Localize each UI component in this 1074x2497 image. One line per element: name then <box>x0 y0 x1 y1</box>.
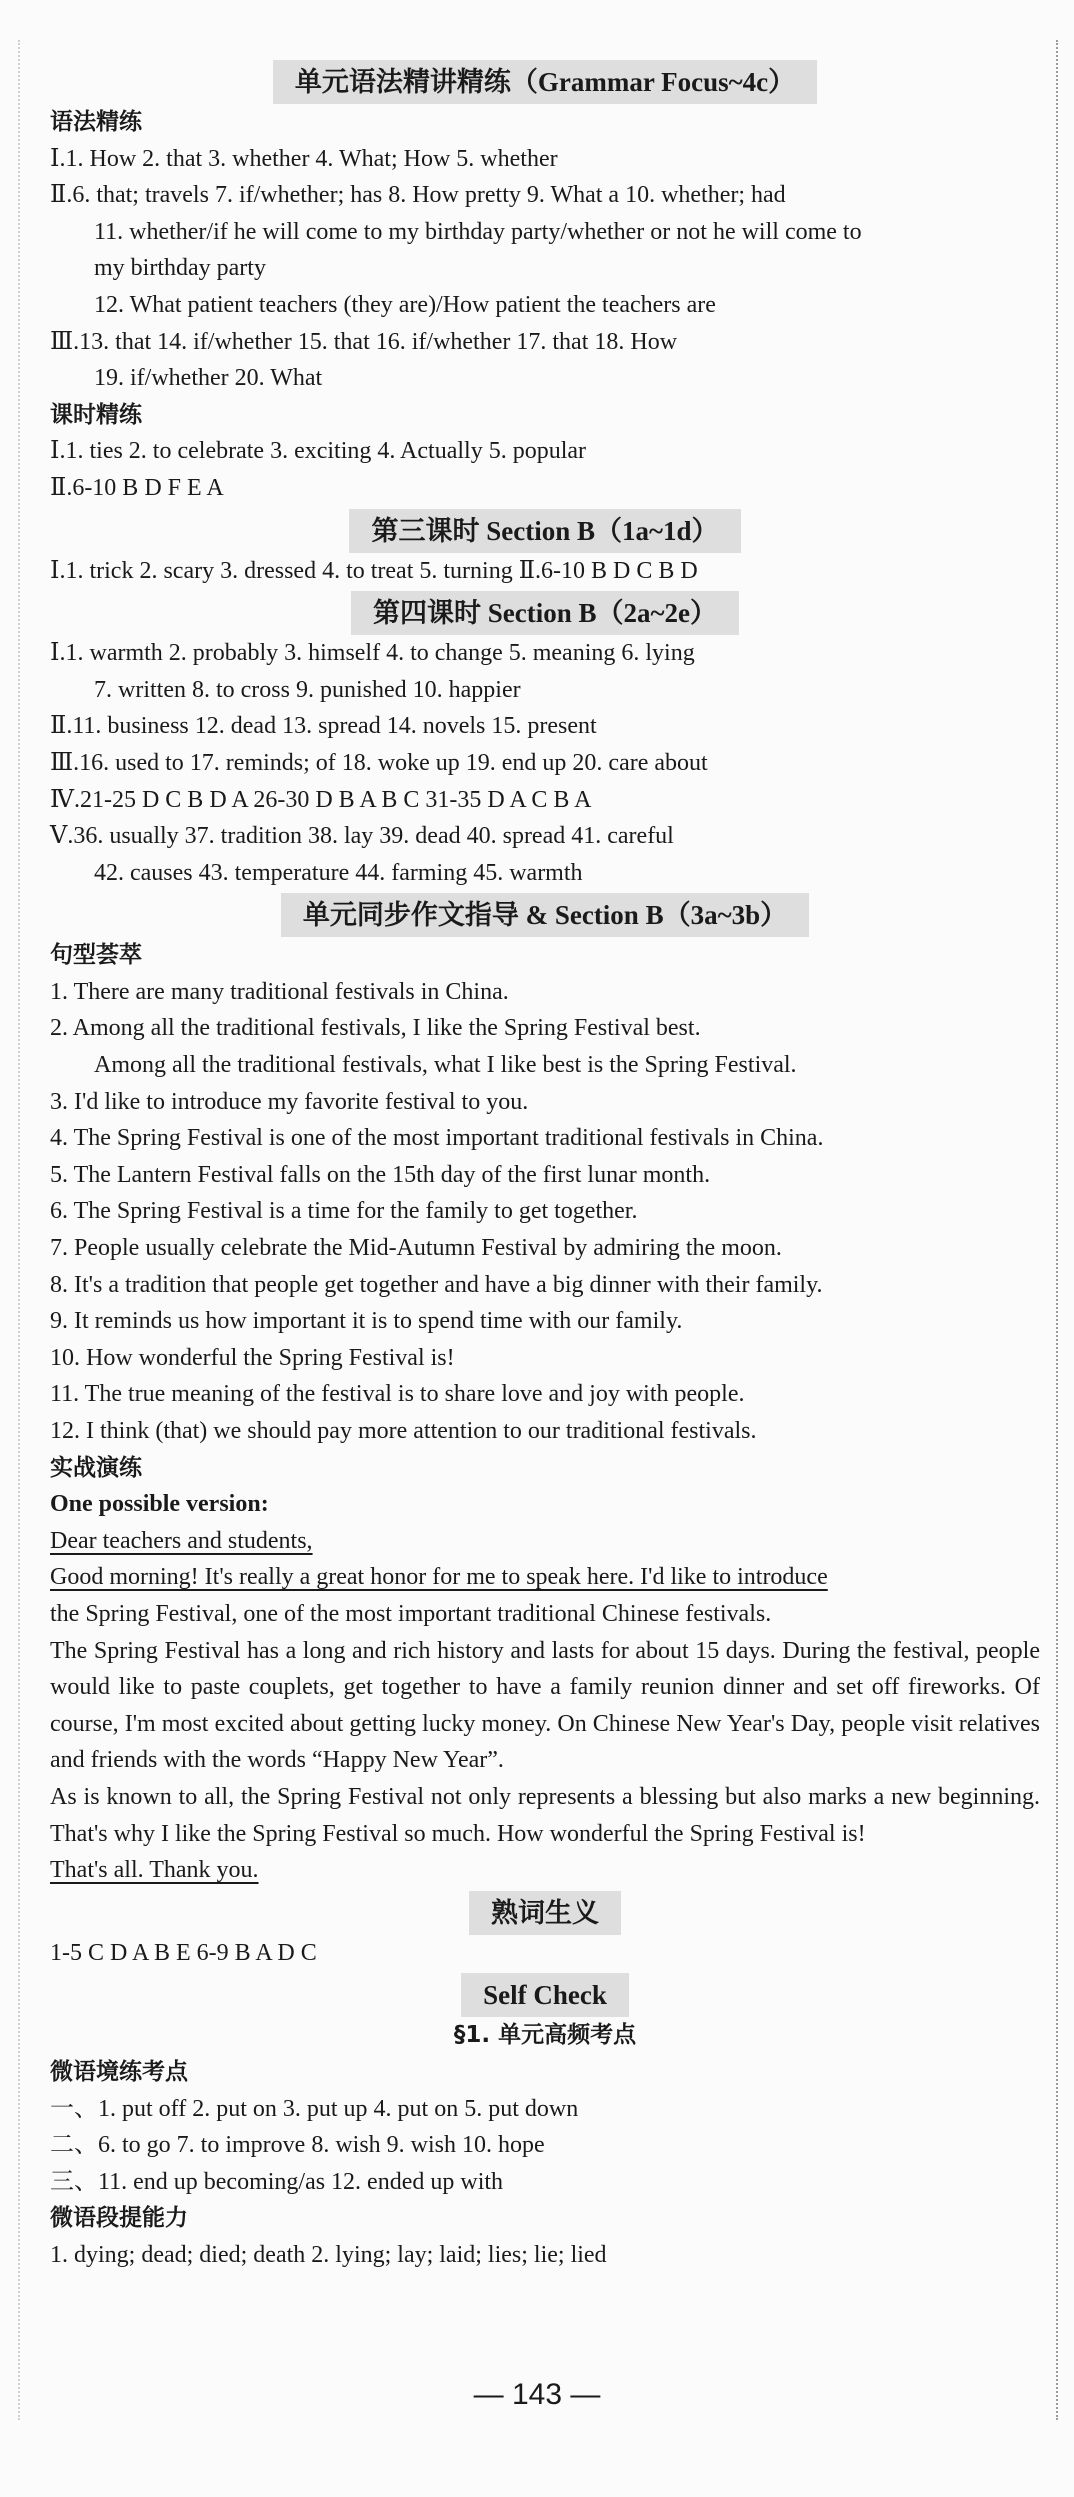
answer-line: 二、6. to go 7. to improve 8. wish 9. wish 10. hope <box>50 2132 545 2159</box>
right-dotted-border <box>1056 40 1058 2420</box>
sentence-item: 4. The Spring Festival is one of the most important traditional festivals in China. <box>50 1125 824 1152</box>
section-header-writing: 单元同步作文指导 & Section B（3a~3b） <box>50 893 1040 937</box>
sentence-item: 5. The Lantern Festival falls on the 15th day of the first lunar month. <box>50 1161 711 1188</box>
sentence-item: 1. There are many traditional festivals in China. <box>50 978 509 1005</box>
subheading-high-frequency: §1. 单元高频考点 <box>453 2022 637 2049</box>
answer-line: Ⅲ.13. that 14. if/whether 15. that 16. if/whether 17. that 18. How <box>50 328 678 355</box>
answer-line: Ⅱ.6. that; travels 7. if/whether; has 8. How pretty 9. What a 10. whether; had <box>50 182 786 209</box>
answer-line: Ⅴ.36. usually 37. tradition 38. lay 39. dead 40. spread 41. careful <box>50 823 674 850</box>
section-header-section-b-2: 第四课时 Section B（2a~2e） <box>50 591 1040 635</box>
sentence-item: Among all the traditional festivals, what I like best is the Spring Festival. <box>94 1052 797 1079</box>
answer-line: 19. if/whether 20. What <box>94 365 323 392</box>
answer-line: Ⅰ.1. warmth 2. probably 3. himself 4. to change 5. meaning 6. lying <box>50 640 695 667</box>
sentence-item: 8. It's a tradition that people get together and have a big dinner with their family. <box>50 1271 823 1298</box>
sentence-item: 11. The true meaning of the festival is to share love and joy with people. <box>50 1381 745 1408</box>
answer-line: 1. dying; dead; died; death 2. lying; lay; laid; lies; lie; lied <box>50 2241 607 2268</box>
answer-line: Ⅱ.11. business 12. dead 13. spread 14. novels 15. present <box>50 713 597 740</box>
sentence-item: 7. People usually celebrate the Mid-Autumn Festival by admiring the moon. <box>50 1235 782 1262</box>
subheading-sentence-patterns: 句型荟萃 <box>50 942 142 969</box>
answer-line: 11. whether/if he will come to my birthday party/whether or not he will come to <box>94 218 862 245</box>
section-header-grammar: 单元语法精讲精练（Grammar Focus~4c） <box>50 60 1040 104</box>
answer-line: my birthday party <box>94 255 266 282</box>
answer-line: Ⅰ.1. How 2. that 3. whether 4. What; How 5. whether <box>50 145 558 172</box>
subheading-practice: 实战演练 <box>50 1454 142 1481</box>
sentence-item: 10. How wonderful the Spring Festival is! <box>50 1344 455 1371</box>
answer-line: 7. written 8. to cross 9. punished 10. happier <box>94 676 521 703</box>
essay-paragraph-1b: the Spring Festival, one of the most important traditional Chinese festivals. <box>50 1600 772 1627</box>
subheading-micro-paragraph: 微语段提能力 <box>50 2205 188 2232</box>
content-column <box>50 58 1040 2273</box>
answer-line: Ⅲ.16. used to 17. reminds; of 18. woke up 19. end up 20. care about <box>50 749 708 776</box>
answer-line: 一、1. put off 2. put on 3. put up 4. put on 5. put down <box>50 2095 579 2122</box>
essay-paragraph-1a: Good morning! It's really a great honor for me to speak here. I'd like to introduce <box>50 1564 828 1591</box>
answer-line: 1-5 C D A B E 6-9 B A D C <box>50 1939 317 1966</box>
essay-greeting: Dear teachers and students, <box>50 1527 313 1554</box>
section-header-self-check: Self Check <box>50 1973 1040 2017</box>
page-number: — 143 — <box>473 2378 601 2411</box>
essay-closing: That's all. Thank you. <box>50 1857 259 1884</box>
section-header-section-b-1: 第三课时 Section B（1a~1d） <box>50 509 1040 553</box>
sentence-item: 9. It reminds us how important it is to spend time with our family. <box>50 1308 683 1335</box>
sentence-item: 12. I think (that) we should pay more attention to our traditional festivals. <box>50 1418 757 1444</box>
sentence-item: 6. The Spring Festival is a time for the family to get together. <box>50 1198 638 1225</box>
left-dotted-border <box>18 40 20 2420</box>
answer-line: Ⅱ.6-10 B D F E A <box>50 474 224 501</box>
answer-line: 三、11. end up becoming/as 12. ended up with <box>50 2168 504 2195</box>
answer-line: 42. causes 43. temperature 44. farming 45. warmth <box>94 859 583 886</box>
answer-line: Ⅰ.1. trick 2. scary 3. dressed 4. to treat 5. turning Ⅱ.6-10 B D C B D <box>50 557 698 584</box>
answer-line: 12. What patient teachers (they are)/How patient the teachers are <box>94 291 716 318</box>
section-header-word-meanings: 熟词生义 <box>50 1891 1040 1935</box>
essay-version-label: One possible version: <box>50 1491 269 1518</box>
sentence-item: 2. Among all the traditional festivals, I like the Spring Festival best. <box>50 1015 701 1042</box>
subheading-grammar-practice: 语法精练 <box>50 109 142 135</box>
answer-line: Ⅰ.1. ties 2. to celebrate 3. exciting 4. Actually 5. popular <box>50 438 587 465</box>
sentence-item: 3. I'd like to introduce my favorite festival to you. <box>50 1088 529 1115</box>
answer-line: Ⅳ.21-25 D C B D A 26-30 D B A B C 31-35 D A C B A <box>50 786 592 813</box>
essay-paragraph-2: The Spring Festival has a long and rich history and lasts for about 15 days. During the festival, people would like to paste couplets, get together to have a family reunion dinner and set off fireworks. Of course, I'm most excited about getting lucky money. On Chinese New Year's Day, people visit relatives and friends with the words “Happy New Year”. <box>50 1637 1040 1774</box>
essay-paragraph-3: As is known to all, the Spring Festival not only represents a blessing but also marks a new beginning. That's why I like the Spring Festival so much. How wonderful the Spring Festival is! <box>50 1783 1040 1847</box>
subheading-lesson-practice: 课时精练 <box>50 401 142 428</box>
subheading-micro-context: 微语境练考点 <box>50 2058 188 2085</box>
